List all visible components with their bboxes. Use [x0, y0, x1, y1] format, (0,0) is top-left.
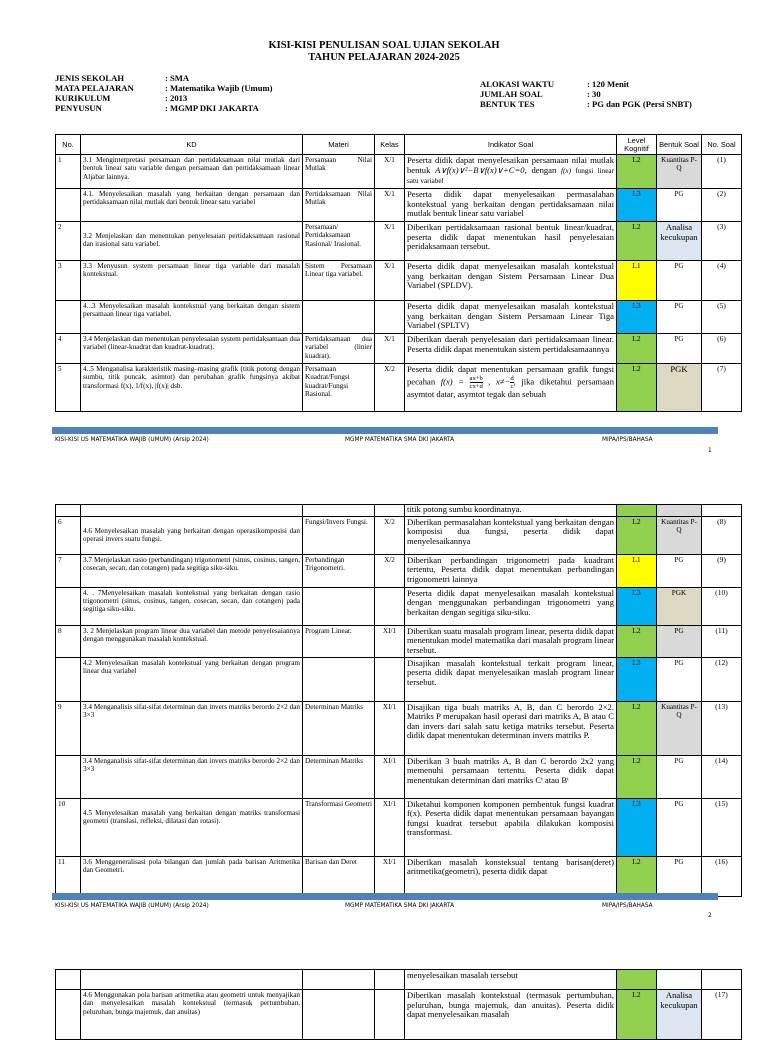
row-no: 9 — [56, 701, 81, 755]
row-materi: Persamaan Nilai Mutlak — [303, 155, 375, 189]
row-materi: Determinan Matriks — [303, 701, 375, 755]
footer-center: MGMP MATEMATIKA SMA DKI JAKARTA — [345, 903, 455, 909]
table-row — [56, 970, 742, 990]
row-level: L3 — [617, 798, 657, 856]
table-row — [56, 505, 742, 517]
text: c — [510, 382, 514, 390]
row-materi: Transformasi Geometri — [303, 798, 375, 856]
header-left — [55, 73, 273, 113]
table-row — [56, 587, 742, 625]
row-kelas: XI/1 — [375, 798, 405, 856]
row-kelas: XI/1 — [375, 755, 405, 798]
row-kd: 3. 2 Menjelaskan program linear dua variabel dan metode penyelesaiannya dengan menggunakan masalah kontekstual. — [81, 625, 303, 657]
row-bentuk: PGK — [657, 587, 702, 625]
text: f(x) — [560, 166, 571, 175]
row-indikator — [405, 155, 617, 189]
row-kelas: XI/1 — [375, 701, 405, 755]
table-cell — [56, 970, 81, 990]
text: d — [510, 374, 514, 382]
row-level: L3 — [617, 189, 657, 222]
row-level: L2 — [617, 155, 657, 189]
doc-subtitle: TAHUN PELAJARAN 2024-2025 — [308, 52, 460, 63]
row-level: L1 — [617, 261, 657, 301]
row-indikator: Diketahui komponen komponen pembentuk fungsi kuadrat f(x). Peserta didik dapat menentukan persamaan bayangan fungsi kuadrat tersebut apabila dilakukan komposisi transformasi. — [405, 798, 617, 856]
row-indikator: Peserta didik dapat menyelesaikan masalah kontekstual yang berkaitan dengan Sistem Persamaan Linear Tiga Variabel (SPLTV) — [405, 301, 617, 334]
row-indikator: Diberikan pertidaksamaan rasional bentuk linear/kuadrat, peserta didik dapat menentukan hasil penyelesaian peridaksamaan tersebut. — [405, 222, 617, 261]
text: JENIS SEKOLAH — [55, 73, 125, 83]
text: Peserta didik dapat menentukan persamaan grafik fungsi pecahan — [407, 364, 614, 387]
row-level: L2 — [617, 334, 657, 364]
row-kd: 3.4 Menganalisis sifat-sifat determinan dan invers matriks berordo 2×2 dan 3×3 — [81, 755, 303, 798]
row-kelas — [375, 301, 405, 334]
row-no: 5 — [56, 364, 81, 412]
row-bentuk: Kuantitas P-Q — [657, 155, 702, 189]
row-kelas: XI/1 — [375, 625, 405, 657]
row-bentuk: PG — [657, 554, 702, 587]
row-no — [56, 301, 81, 334]
table-cell — [617, 505, 657, 517]
row-kelas: XI/1 — [375, 856, 405, 896]
text: ALOKASI WAKTU — [480, 79, 555, 89]
text: BENTUK TES — [480, 99, 535, 109]
row-no: 10 — [56, 798, 81, 856]
row-indikator: Diberikan masalah kontekstual (termasuk pertumbuhan, peluruhan, bunga majemuk, dan anuitas). Peserta didik dapat menyelesaikan masalah — [405, 990, 617, 1040]
row-bentuk: PG — [657, 301, 702, 334]
row-kelas: X/1 — [375, 155, 405, 189]
row-nosoal: (7) — [702, 364, 742, 412]
row-kelas: X/1 — [375, 334, 405, 364]
table-row — [56, 701, 742, 755]
row-level: L2 — [617, 990, 657, 1040]
row-nosoal: (4) — [702, 261, 742, 301]
row-bentuk: Kuantitas P-Q — [657, 516, 702, 554]
col-nosoal: No. Soal — [702, 135, 742, 155]
text: PENYUSUN — [55, 103, 102, 113]
row-materi: Barisan dan Deret — [303, 856, 375, 896]
header-row: KURIKULUM : 2013 — [55, 93, 188, 103]
row-kd: 3.2 Menjelaskan dan menentukan penyelesaian pertidaksamaan rasional dan irasional satu variabel. — [81, 222, 303, 261]
row-indikator: Peserta didik dapat menyelesaikan permasalahan kontekstual yang berkaitan dengan pertidaksamaan nilai mutlak bentuk linear satu variabel — [405, 189, 617, 222]
fraction — [470, 375, 483, 390]
row-kd: 3.1 Menginterpretasi persamaan dan pertidaksamaan nilai mutlak dari bentuk linear satu variable dengan persamaan dan pertidaksamaan linear Aljabar lainnya. — [81, 155, 303, 189]
row-no: 1 — [56, 155, 81, 189]
table-row — [56, 657, 742, 701]
row-materi: Determinan Matriks — [303, 755, 375, 798]
row-materi: Persamaan Kuadrat/Fungsi kuadrat/Fungsi Rasional. — [303, 364, 375, 412]
col-level: Level Kognitif — [617, 135, 657, 155]
text: fungsi linear satu variabel — [407, 166, 614, 186]
col-bentuk: Bentuk Soal — [657, 135, 702, 155]
text: ax+b — [469, 374, 483, 382]
row-no: 6 — [56, 516, 81, 554]
header-row: ALOKASI WAKTU : 120 Menit — [480, 79, 630, 89]
row-kelas: X/1 — [375, 261, 405, 301]
row-no: 8 — [56, 625, 81, 657]
header-right — [480, 79, 692, 109]
row-materi: Pertidaksamaan Nilai Mutlak — [303, 189, 375, 222]
row-level: L2 — [617, 856, 657, 896]
row-indikator: Diberikan suatu masalah program linear, peserta didik dapat menentukan model matematika dari masalah program linear tersebut. — [405, 625, 617, 657]
table-row — [56, 554, 742, 587]
text: f(x) = — [440, 376, 470, 387]
row-bentuk: PG — [657, 798, 702, 856]
footer-bar — [52, 427, 718, 434]
row-kd: 3.6 Menggeneralisasi pola bilangan dan jumlah pada barisan Aritmetika dan Geometri. — [81, 856, 303, 896]
header-row: PENYUSUN : MGMP DKI JAKARTA — [55, 103, 259, 113]
row-indikator: Disajikan tiga buah matriks A, B, dan C berordo 2×2. Matriks P merupakan hasil operasi dari matriks A, B atau C dan invers dari salah satu ketiga matriks tersebut. Peserta didik dapat menentukan determinan invers matriks P. — [405, 701, 617, 755]
text: MGMP DKI JAKARTA — [170, 103, 259, 113]
table-cell — [81, 505, 303, 517]
table-row — [56, 755, 742, 798]
row-nosoal: (10) — [702, 587, 742, 625]
table-row — [56, 189, 742, 222]
table-cell — [303, 505, 375, 517]
table-row — [56, 301, 742, 334]
footer-bar — [52, 893, 718, 900]
row-kelas: X/1 — [375, 189, 405, 222]
row-no — [56, 587, 81, 625]
row-materi: Fungsi/Invers Fungsi. — [303, 516, 375, 554]
row-materi: Sistem Persamaan Linear tiga variabel. — [303, 261, 375, 301]
row-kd: 4...3 Menyelesaikan masalah kontekstual yang berkaitan dengan sistem persamaan linear tiga variabel. — [81, 301, 303, 334]
header-row: JUMLAH SOAL : 30 — [480, 89, 601, 99]
row-indikator — [405, 364, 617, 412]
row-nosoal: (17) — [702, 990, 742, 1040]
row-bentuk: PG — [657, 856, 702, 896]
row-indikator: Peserta didik dapat menyelesaikan masalah kontekstual dengan menggunakan perbandingan trigonometri yang berkaitan dengan segitiga siku-siku. — [405, 587, 617, 625]
table-row — [56, 261, 742, 301]
footer-right: MIPA/IPS/BAHASA — [602, 903, 653, 909]
text: KURIKULUM — [55, 93, 111, 103]
kisi-table-page2 — [55, 504, 742, 897]
row-indikator: Peserta didik dapat menyelesaikan masalah kontekstual yang berkaitan dengan Sistem Persamaan Linear Dua Variabel (SPLDV). — [405, 261, 617, 301]
table-row — [56, 798, 742, 856]
row-kelas — [375, 587, 405, 625]
row-no — [56, 189, 81, 222]
row-kd: 4.2 Menyelesaikan masalah kontekstual yang berkaitan dengan program linear dua variabel — [81, 657, 303, 701]
row-level: L2 — [617, 625, 657, 657]
row-indikator: menyelesaikan masalah tersebut — [405, 970, 617, 990]
col-indikator: Indikator Soal — [405, 135, 617, 155]
row-bentuk: PG — [657, 261, 702, 301]
row-indikator: Diberikan permasalahan kontekstual yang berkaitan dengan komposisi dua fungsi, peserta didik dapat menyelesaikannya — [405, 516, 617, 554]
row-nosoal: (12) — [702, 657, 742, 701]
table-cell — [702, 970, 742, 990]
row-kd: 4.6 Menyelesaikan masalah yang berkaitan dengan operasikomposisi dan operasi invers suatu fungsi. — [81, 516, 303, 554]
row-level: L3 — [617, 587, 657, 625]
text: 30 — [592, 89, 601, 99]
row-materi — [303, 657, 375, 701]
row-no — [56, 990, 81, 1040]
table-row — [56, 990, 742, 1040]
table-cell — [657, 970, 702, 990]
col-kd: KD — [81, 135, 303, 155]
text: , jika diketahui persamaan asymtot datar, asymtot tegak dan sebuah — [407, 376, 615, 399]
doc-title: KISI-KISI PENULISAN SOAL UJIAN SEKOLAH — [268, 40, 500, 51]
row-bentuk: PG — [657, 334, 702, 364]
row-indikator: Diberikan perbandingan trigonometri pada kuadrant tertentu, Peserta didik dapat menentukan perbandingan trigonometri lainnya — [405, 554, 617, 587]
row-no: 2 — [56, 222, 81, 261]
row-no — [56, 755, 81, 798]
row-nosoal: (5) — [702, 301, 742, 334]
row-nosoal: (13) — [702, 701, 742, 755]
text: JUMLAH SOAL — [480, 89, 543, 99]
row-kd: 4.5 Menyelesaikan masalah yang berkaitan dengan matriks transformasi geometri (translasi, refleksi, dilatasi dan rotasi). — [81, 798, 303, 856]
table-row — [56, 334, 742, 364]
row-kelas — [375, 990, 405, 1040]
row-bentuk: PG — [657, 625, 702, 657]
row-kelas — [375, 657, 405, 701]
text: 120 Menit — [592, 79, 630, 89]
row-bentuk: Kuantitas P-Q — [657, 701, 702, 755]
page-number: 2 — [708, 913, 712, 919]
table-row — [56, 222, 742, 261]
table-row — [56, 516, 742, 554]
text: , dengan — [524, 164, 561, 175]
row-materi: Pertidaksamaan dua variabel (linier kuadrat). — [303, 334, 375, 364]
row-kd: 4.1. Menyelesaikan masalah yang berkaitan dengan persamaan dan pertidaksamaan nilai mutlak dari bentuk linear satu variabel — [81, 189, 303, 222]
col-no: No. — [56, 135, 81, 155]
row-level: L2 — [617, 222, 657, 261]
table-row — [56, 155, 742, 189]
row-materi — [303, 301, 375, 334]
row-indikator: Diberikan daerah penyelesaian dari pertidaksamaan linear. Peserta didik dapat menentukan sistem pertidaksamaannya — [405, 334, 617, 364]
row-no: 11 — [56, 856, 81, 896]
row-level: L3 — [617, 301, 657, 334]
text: 2013 — [170, 93, 188, 103]
row-nosoal: (6) — [702, 334, 742, 364]
row-no: 4 — [56, 334, 81, 364]
footer-left: KISI-KISI US MATEMATIKA WAJIB (UMUM) (Arsip 2024) — [55, 437, 209, 443]
table-cell — [375, 970, 405, 990]
row-materi — [303, 587, 375, 625]
row-kd: 3.7 Menjelaskan rasio (perbandingan) trigonometri (sinus, cosinus, tangen, cosecan, secan, dan cotangen) pada segitiga siku-siku. — [81, 554, 303, 587]
row-kelas: X/2 — [375, 554, 405, 587]
table-row — [56, 856, 742, 896]
row-kelas: X/2 — [375, 516, 405, 554]
row-nosoal: (1) — [702, 155, 742, 189]
row-nosoal: (9) — [702, 554, 742, 587]
table-cell — [617, 970, 657, 990]
row-materi — [303, 990, 375, 1040]
row-nosoal: (3) — [702, 222, 742, 261]
footer-center: MGMP MATEMATIKA SMA DKI JAKARTA — [345, 437, 455, 443]
row-indikator: Diberikan masalah konsteksual tentang barisan(deret) aritmetika(geometri), peserta didik dapat — [405, 856, 617, 896]
table-cell — [657, 505, 702, 517]
row-nosoal: (16) — [702, 856, 742, 896]
table-cell — [81, 970, 303, 990]
row-bentuk: PG — [657, 189, 702, 222]
row-no: 7 — [56, 554, 81, 587]
row-nosoal: (14) — [702, 755, 742, 798]
footer-right: MIPA/IPS/BAHASA — [602, 437, 653, 443]
table-cell — [375, 505, 405, 517]
row-materi: Persamaan/ Pertidaksamaan Rasional/ Irasional. — [303, 222, 375, 261]
kisi-table-page1 — [55, 134, 742, 412]
row-indikator: Disajikan masalah kontekstual terkait program linear, peserta didik dapat menyelesaikan maslah program linear tersebut. — [405, 657, 617, 701]
row-kd: 3.4 Menganalisis sifat-sifat determinan dan invers matriks berordo 2×2 dan 3×3 — [81, 701, 303, 755]
table-cell — [56, 505, 81, 517]
row-indikator: titik potong sumbu koordinatnya. — [405, 505, 617, 517]
row-bentuk: PG — [657, 657, 702, 701]
row-kelas: X/2 — [375, 364, 405, 412]
row-kd: 3.3 Menyusun system persamaan linear tiga variable dari masalah kontekstual. — [81, 261, 303, 301]
row-level: L3 — [617, 657, 657, 701]
header-row: JENIS SEKOLAH : SMA — [55, 73, 190, 83]
header-row: MATA PELAJARAN : Matematika Wajib (Umum) — [55, 83, 273, 93]
row-bentuk: Analisa kecukupan — [657, 990, 702, 1040]
row-nosoal: (15) — [702, 798, 742, 856]
row-nosoal: (2) — [702, 189, 742, 222]
row-no — [56, 657, 81, 701]
row-level: L1 — [617, 554, 657, 587]
row-no: 3 — [56, 261, 81, 301]
table-row — [56, 625, 742, 657]
row-level: L2 — [617, 364, 657, 412]
col-kelas: Kelas — [375, 135, 405, 155]
kisi-table-page3 — [55, 969, 742, 1040]
text: PG dan PGK (Persi SNBT) — [592, 99, 692, 109]
text: SMA — [170, 73, 190, 83]
row-bentuk: PG — [657, 755, 702, 798]
row-bentuk: Analisa kecukupan — [657, 222, 702, 261]
row-kd: 4..5 Menganalisa karakteristik masing–masing grafik (titik potong dengan sumbu, titik puncak, asimtot) dan perubahan grafik fungsinya akibat transformasi f(x), 1/f(x), |f(x)| dsb. — [81, 364, 303, 412]
footer-left: KISI-KISI US MATEMATIKA WAJIB (UMUM) (Arsip 2024) — [55, 903, 209, 909]
header-row: BENTUK TES : PG dan PGK (Persi SNBT) — [480, 99, 692, 109]
row-kelas: X/1 — [375, 222, 405, 261]
row-kd: 4.6 Menggunakan pola barisan aritmetika atau geometri untuk menyajikan dan menyelesaikan masalah kontekstual (termasuk pertumbuhan, peluruhan, bunga majemuk, dan anuitas) — [81, 990, 303, 1040]
row-materi: Program Linear. — [303, 625, 375, 657]
text: Peserta didik dapat menyelesaikan persamaan nilai mutlak bentuk — [407, 155, 614, 175]
text: , x≠− — [482, 376, 511, 387]
row-kd: 4. . 7Menyelesaikan masalah kontekstual yang berkaitan dengan rasio trigonometri (sinus, cosinus, tangen, cosecan, secan, dan cotangen) pada segitiga siku-siku. — [81, 587, 303, 625]
page-number: 1 — [708, 448, 712, 454]
table-cell — [303, 970, 375, 990]
text: MATA PELAJARAN — [55, 83, 134, 93]
formula: A∨f(x)∨²−B∨f(x)∨+C=0 — [435, 164, 525, 175]
table-row — [56, 364, 742, 412]
row-materi: Perbandingan Trigonometri. — [303, 554, 375, 587]
row-kd: 3.4 Menjelaskan dan menentukan penyelesaian system pertidaksamaan dua variabel (linear-kuadrat dan kuadrat-kuadrat). — [81, 334, 303, 364]
row-nosoal: (8) — [702, 516, 742, 554]
row-level: L2 — [617, 516, 657, 554]
text: Matematika Wajib (Umum) — [170, 83, 273, 93]
col-materi: Materi — [303, 135, 375, 155]
text: cx+d — [469, 382, 483, 390]
table-cell — [702, 505, 742, 517]
row-nosoal: (11) — [702, 625, 742, 657]
row-level: L2 — [617, 755, 657, 798]
table-header-row — [56, 135, 742, 155]
row-indikator: Diberikan 3 buah matriks A, B dan C berordo 2x2 yang memenuhi persamaan tertentu. Peserta didik dapat menentukan determinan dari matriks Cᵗ atau Bᵗ — [405, 755, 617, 798]
row-level: L2 — [617, 701, 657, 755]
row-bentuk: PGK — [657, 364, 702, 412]
